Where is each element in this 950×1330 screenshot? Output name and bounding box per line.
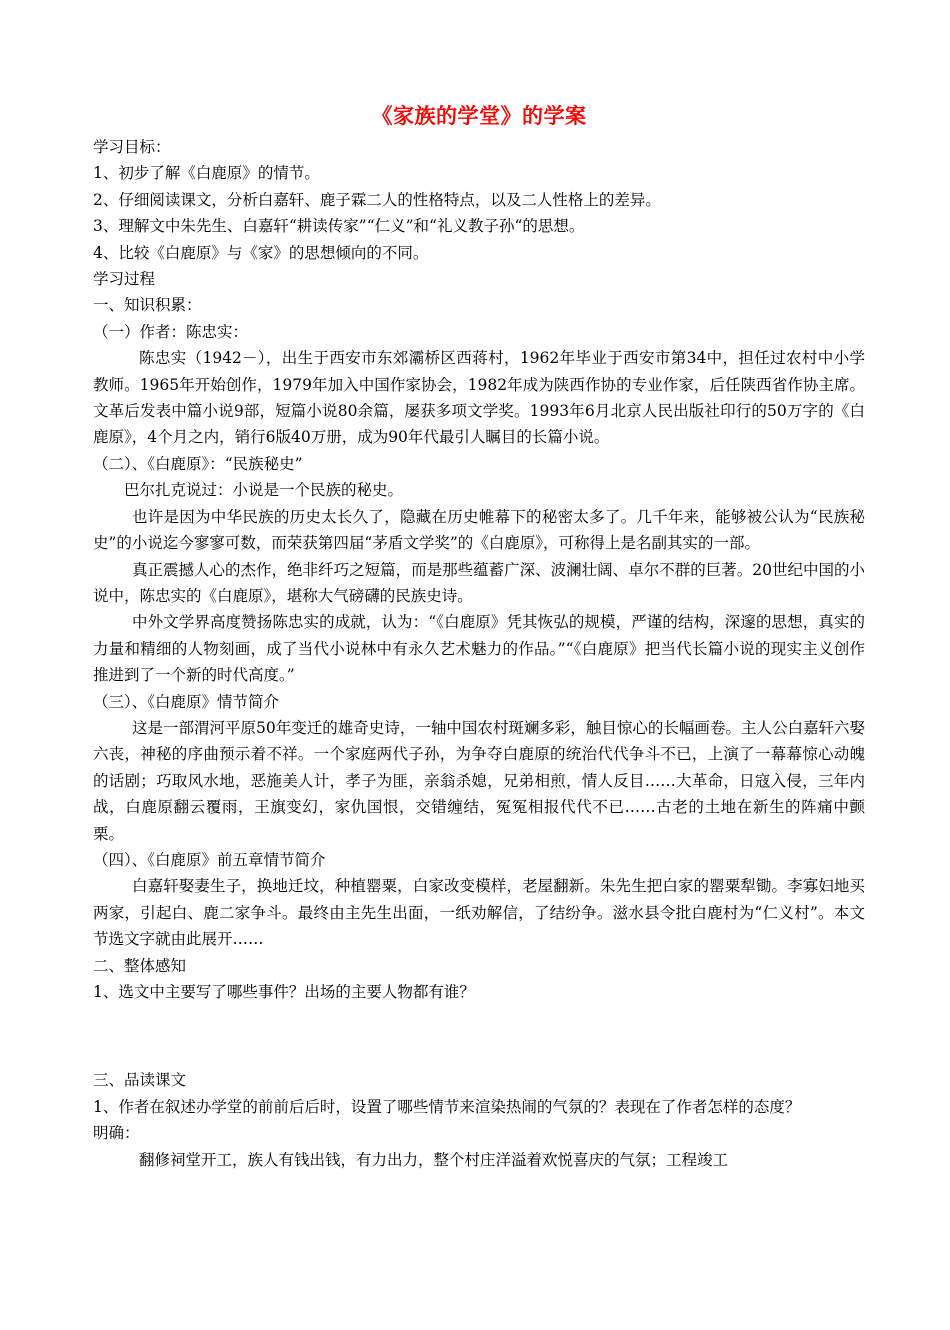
body-paragraph: 也许是因为中华民族的历史太长久了，隐藏在历史帷幕下的秘密太多了。几千年来，能够被公认为“民族秘史”的小说迄今寥寥可数，而荣获第四届“茅盾文学奖”的《白鹿原》，可称得上是名副其实的一部。 [93, 507, 865, 553]
quote-line: 巴尔扎克说过：小说是一个民族的秘史。 [124, 481, 404, 500]
objective-item: 3、理解文中朱先生、白嘉轩“耕读传家”“仁义”和“礼义教子孙“的思想。 [93, 217, 585, 236]
document-title: 《家族的学堂》的学案 [371, 103, 587, 128]
section-heading: 三、品读课文 [93, 1071, 187, 1090]
body-paragraph: 真正震撼人心的杰作，绝非纤巧之短篇，而是那些蕴蓄广深、波澜壮阔、卓尔不群的巨著。20世纪中国的小说中，陈忠实的《白鹿原》，堪称大气磅礴的民族史诗。 [93, 560, 865, 605]
document-page [93, 100, 865, 1173]
question-paragraph: 1、作者在叙述办学堂的前前后后时，设置了哪些情节来渲染热闹的气氛的？表现在了作者怎样的态度？ [93, 1097, 801, 1116]
process-heading: 学习过程 [93, 270, 156, 289]
subsection-heading: （三）、《白鹿原》情节简介 [93, 692, 280, 711]
subsection-heading: （二）、《白鹿原》：“民族秘史” [93, 454, 303, 473]
subsection-heading: （四）、《白鹿原》前五章情节简介 [93, 850, 326, 869]
answer-paragraph: 翻修祠堂开工，族人有钱出钱，有力出力，整个村庄洋溢着欢悦喜庆的气氛；工程竣工 [139, 1150, 729, 1169]
answer-label: 明确： [93, 1124, 140, 1143]
author-paragraph: 陈忠实（1942－），出生于西安市东郊灞桥区西蒋村，1962年毕业于西安市第34中，担任过农村中小学教师。1965年开始创作，1979年加入中国作家协会，1982年成为陕西作协的专业作家，后任陕西省作协主席。文革后发表中篇小说9部，短篇小说80余篇，屡获多项文学奖。1993年6月北京人民出版社印行的50万字的《白鹿原》，4个月之内，销行6版40万册，成为90年代最引人瞩目的长篇小说。 [93, 349, 865, 447]
objective-item: 4、比较《白鹿原》与《家》的思想倾向的不同。 [93, 243, 429, 262]
question-line: 1、选文中主要写了哪些事件？出场的主要人物都有谁？ [93, 983, 475, 1001]
section-heading: 一、知识积累： [93, 296, 202, 315]
answer-space [93, 1005, 865, 1067]
objective-item: 1、初步了解《白鹿原》的情节。 [93, 164, 320, 183]
body-paragraph: 白嘉轩娶妻生子，换地迁坟，种植罂粟，白家改变模样，老屋翻新。朱先生把白家的罂粟犁锄。李寡妇地买两家，引起白、鹿二家争斗。最终由主先生出面，一纸劝解信，了结纷争。滋水县令批白鹿村为“仁义村”。本文节选文字就由此展开…… [93, 877, 865, 949]
body-paragraph: 中外文学界高度赞扬陈忠实的成就，认为：“《白鹿原》凭其恢弘的规模，严谨的结构，深邃的思想，真实的力量和精细的人物刻画，成了当代小说林中有永久艺术魅力的作品。”“《白鹿原》把当代长篇小说的现实主义创作推进到了一个新的时代高度。” [93, 613, 865, 685]
objectives-heading: 学习目标： [93, 138, 171, 156]
body-paragraph: 这是一部渭河平原50年变迁的雄奇史诗，一轴中国农村斑斓多彩，触目惊心的长幅画卷。主人公白嘉轩六娶六丧，神秘的序曲预示着不祥。一个家庭两代子孙，为争夺白鹿原的统治代代争斗不已，上演了一幕幕惊心动魄的话剧；巧取风水地，恶施美人计，孝子为匪，亲翁杀媳，兄弟相煎，情人反目……大革命，日寇入侵，三年内战，白鹿原翻云覆雨，王旗变幻，家仇国恨，交错缠结，冤冤相报代代不已……古老的土地在新生的阵痛中颤栗。 [93, 718, 865, 843]
objective-item: 2、仔细阅读课文，分析白嘉轩、鹿子霖二人的性格特点，以及二人性格上的差异。 [93, 190, 661, 209]
subsection-heading: （一）作者：陈忠实： [93, 322, 249, 341]
section-heading: 二、整体感知 [93, 956, 187, 975]
